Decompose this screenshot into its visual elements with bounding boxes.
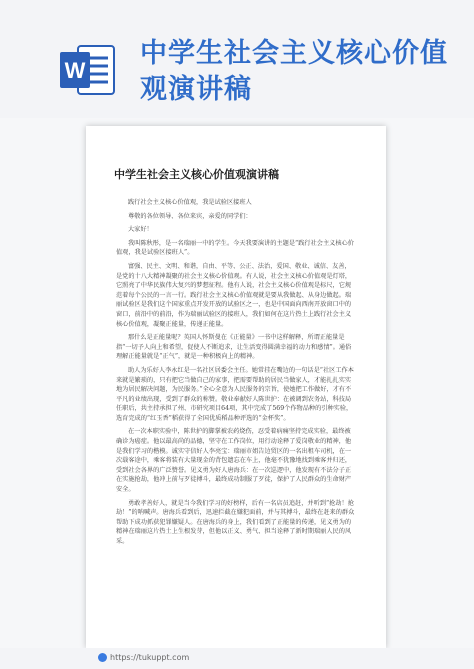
word-document-icon	[58, 42, 116, 98]
paragraph: 助人为乐好人李永红是一名社区居委会主任。她常挂在嘴边的一句话是“社区工作本来就是繁琐的，只有把它当做自己的家事，把需要帮助的居民当做家人，才能扎扎实实地为居民解决问题，为民服务。”全心全意为人民服务的宗旨，使她把工作做好，才有不平凡的业绩出现，受到了群众的称赞。敬业奉献好人陈世护：在被调到农务站，科技局任职后，共主持承担了州、市研究项目64项，其中完成了569个作物品种的引种实验，选育完成的“红玉香”稻获得了全国优质稻品种评选的“金杯奖”。	[116, 366, 354, 422]
site-logo-icon	[98, 653, 107, 662]
document-body	[116, 198, 356, 551]
paragraph: 我叫陈秋彤，是一名瑞丽一中的学生。今天我要演讲的主题是“践行社会主义核心价值观，我是试验区接班人”。	[116, 239, 354, 257]
paragraph: 践行社会主义核心价值观，我是试验区接班人	[128, 199, 252, 206]
paragraph: 在一次本职实验中，陈世护的脚掌被农药烧伤，忍受着病痛坚持完成实验，最终被确诊为癌症。他以最高尚的品德，坚守在工作岗位，用行动诠释了爱岗敬业的精神，他是我们学习的楷模。诚实守信好人李亮宝：瑞丽市姐告边贸区的一名出租车司机，在一次载客途中，乘客将装有大量现金的背包遗忘在车上，他毫不犹豫地找到乘客并归还，受到社会各界的广泛赞誉。见义勇为好人唐海兵：在一次巡逻中，他发现有不法分子正在实施抢劫，他冲上前与歹徒搏斗，最终成功制服了歹徒，保护了人民群众的生命财产安全。	[116, 428, 352, 494]
paragraph: 尊敬的各位领导、各位来宾，亲爱的同学们：	[128, 212, 252, 220]
footer-url: https://tukuppt.com	[110, 653, 190, 662]
paragraph: 勇敢孝善好人，就是当今我们学习的好榜样，后有一名店员追赶，并听到“抢劫！抢劫！”的呐喊声。唐海兵看到后，迅速拦截在嫌犯面前，并与其搏斗，最终在赶来的群众帮助下成功抓获犯罪嫌疑人。在唐海兵的身上，我们看到了正能量的传递，见义勇为的精神在瑞丽这片热土上生根发芽，但他以正义、勇气、担当诠释了新时期瑞丽人民的风采。	[116, 499, 355, 545]
header-banner	[0, 0, 474, 118]
banner-title: 中学生社会主义核心价值观演讲稿	[140, 38, 448, 105]
paragraph: 那什么是正能量呢？英国人怀斯曼在《正能量》一书中这样解释，所谓正能量是指“一切予人向上和希望，促使人不断追求，让生活变得圆满幸福的动力和感情”。通俗理解正能量就是“正气”，就是一种积极向上的精神。	[116, 334, 352, 361]
paragraph: 大家好！	[128, 226, 153, 234]
word-logo-letter: W	[64, 58, 86, 83]
document-preview	[86, 126, 386, 648]
paragraph: 富强、民主、文明、和谐，自由、平等、公正、法治，爱国、敬业、诚信、友善，是党的十八大精神凝聚的社会主义核心价值观。有人说，社会主义核心价值观是灯塔，它照亮了中华民族伟大复兴的梦想征程。他有人说，社会主义核心价值观是标尺，它规范着每个公民的一言一行。践行社会主义核心价值观就是要从我做起、从身边做起。瑞丽试验区是我们这个国家重点开发开放的试验区之一，也是中国面向西南开放窗口中的窗口，前沿中的前沿，作为瑞丽试验区的接班人，我们如何在这片热土上践行社会主义核心价值观，凝聚正能量，传递正能量。	[116, 262, 352, 328]
footer	[0, 648, 474, 669]
document-title: 中学生社会主义核心价值观演讲稿	[114, 168, 279, 181]
